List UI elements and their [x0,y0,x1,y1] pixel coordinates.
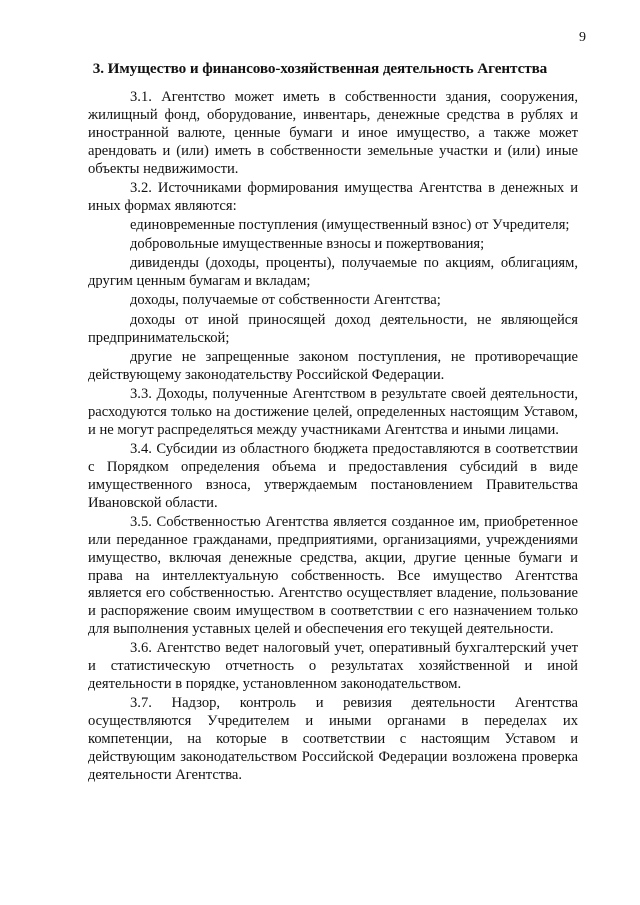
list-item-dividends: дивиденды (доходы, проценты), получаемые по акциям, облигациям, другим ценным бумагам и вкладам; [88,255,578,290]
paragraph-3-4: 3.4. Субсидии из областного бюджета предоставляются в соответствии с Порядком определения объема и предоставления субсидий в виде имущественного взноса, утверждаемым постановлением Правительства Ивановской области. [88,440,578,511]
list-item-other-activity-income: доходы от иной приносящей доход деятельности, не являющейся предпринимательской; [88,311,578,346]
page-number: 9 [579,30,586,45]
paragraph-3-1: 3.1. Агентство может иметь в собственности здания, сооружения, жилищный фонд, оборудование, инвентарь, денежные средства в рублях и иностранной валюте, ценные бумаги и иное имущество, а также может арендовать и (или) иметь в собственности земельные участки и (или) иные объекты недвижимости. [88,89,578,177]
list-item-founder-contribution: единовременные поступления (имущественный взнос) от Учредителя; [130,216,570,233]
list-item-property-income: доходы, получаемые от собственности Агентства; [130,292,441,309]
section-body [88,89,578,785]
paragraph-3-6: 3.6. Агентство ведет налоговый учет, оперативный бухгалтерский учет и статистическую отчетность о результатах хозяйственной и иной деятельности в порядке, установленном законодательством. [88,640,578,693]
paragraph-3-5: 3.5. Собственностью Агентства является созданное им, приобретенное или переданное гражданами, предприятиями, организациями, учреждениями имущество, включая денежные средства, акции, другие ценные бумаги и права на интеллектуальную собственность. Все имущество Агентства является его собственностью. Агентство осуществляет владение, пользование и распоряжение своим имуществом в соответствии с его назначением только для выполнения уставных целей и обеспечения его текущей деятельности. [88,513,578,638]
paragraph-3-2: 3.2. Источниками формирования имущества Агентства в денежных и иных формах являются: [88,179,578,214]
paragraph-3-3: 3.3. Доходы, полученные Агентством в результате своей деятельности, расходуются только на достижение целей, определенных настоящим Уставом, и не могут распределяться между участниками Агентства и иными лицами. [88,385,578,438]
list-item-donations: добровольные имущественные взносы и пожертвования; [130,236,485,253]
list-item-other-receipts: другие не запрещенные законом поступления, не противоречащие действующему законодательству Российской Федерации. [88,348,578,383]
section-heading: 3. Имущество и финансово-хозяйственная деятельность Агентства [92,60,548,77]
paragraph-3-7: 3.7. Надзор, контроль и ревизия деятельности Агентства осуществляются Учредителем и иными органами в переделах их компетенции, на которые в соответствии с настоящим Уставом и действующим законодательством Российской Федерации возложена проверка деятельности Агентства. [88,695,578,784]
